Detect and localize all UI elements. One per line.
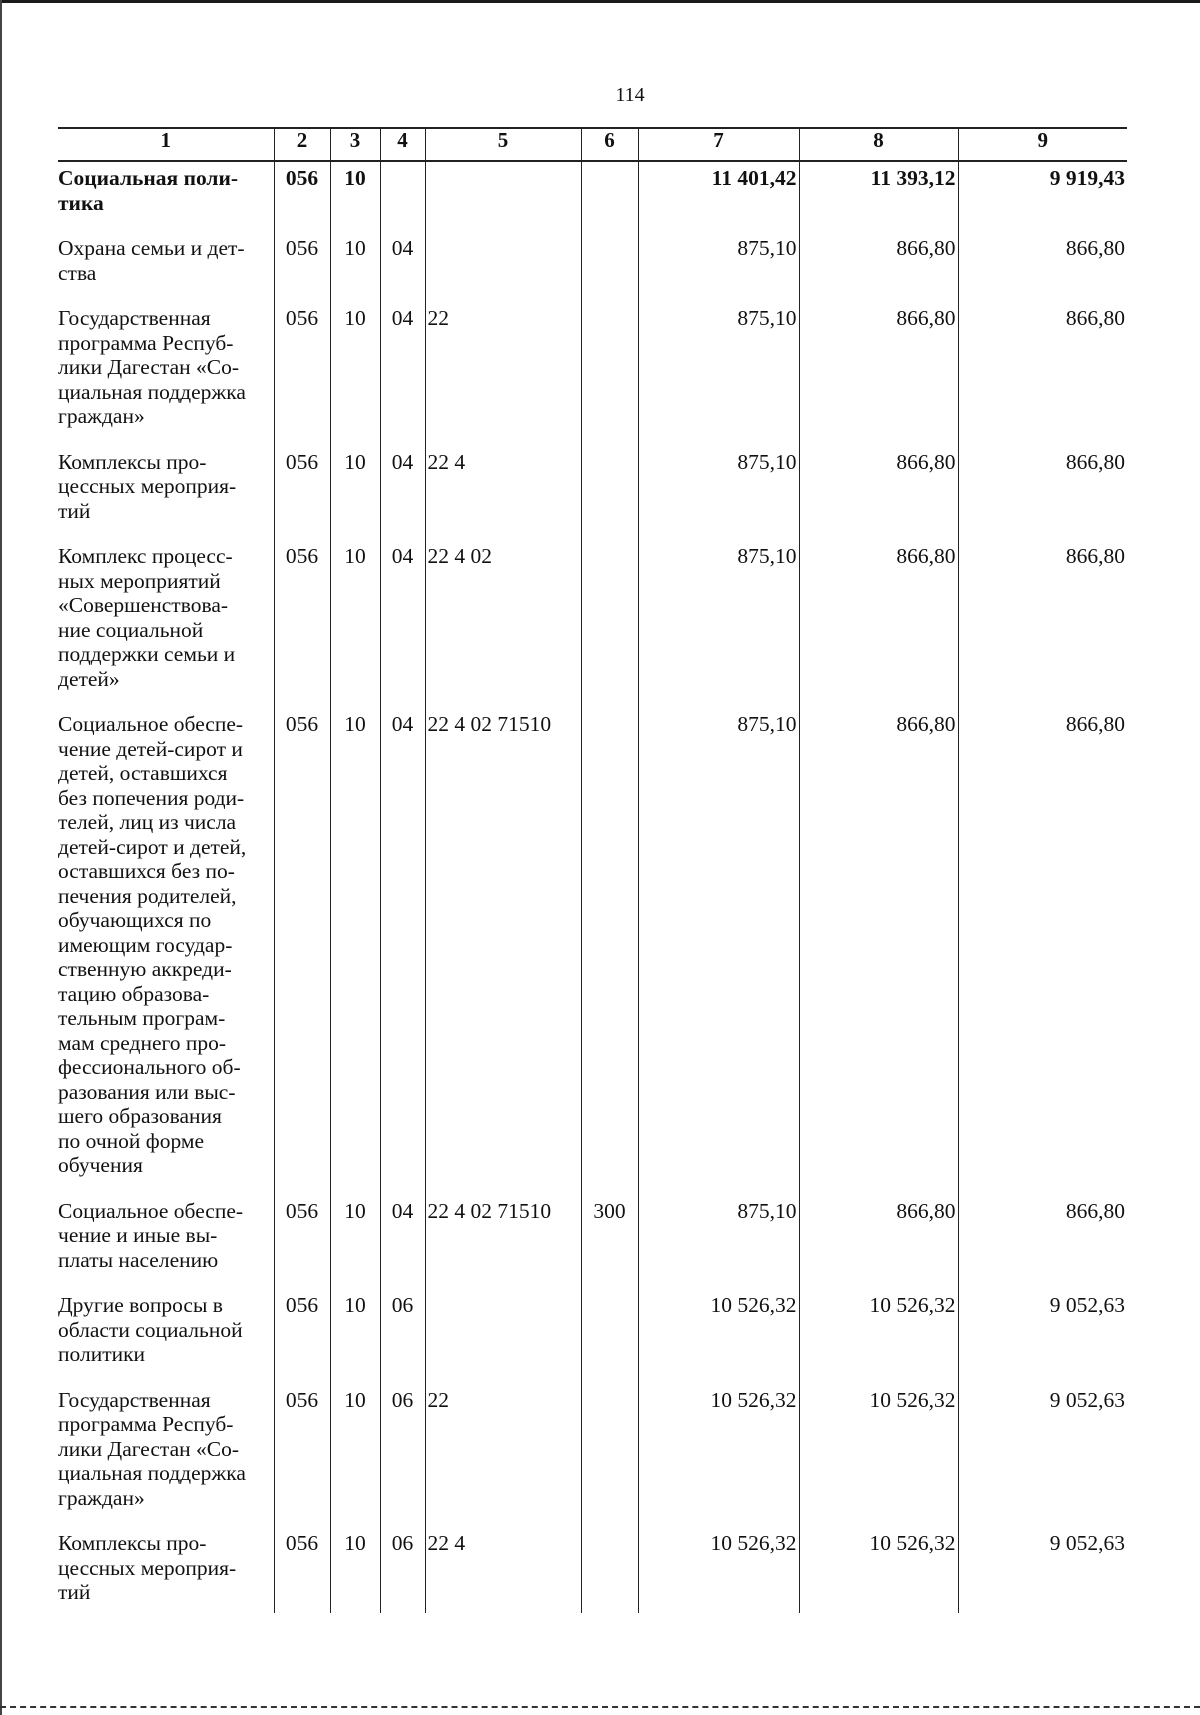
page-left-border bbox=[0, 0, 2, 1715]
subsection-code-cell: 04 bbox=[380, 302, 425, 446]
column-header: 8 bbox=[799, 128, 958, 161]
column-header: 5 bbox=[425, 128, 581, 161]
subsection-code-cell: 04 bbox=[380, 232, 425, 302]
page-bottom-border bbox=[0, 1706, 1200, 1708]
table-header bbox=[58, 128, 1127, 161]
section-code-cell: 10 bbox=[330, 1195, 380, 1290]
row-name-cell: Комплексы про- цессных мероприя- тий bbox=[58, 449, 237, 523]
column-header: 7 bbox=[638, 128, 799, 161]
amount-col9-cell: 9 052,63 bbox=[958, 1289, 1127, 1384]
row-name-cell: Комплексы про- цессных мероприя- тий bbox=[58, 1531, 237, 1604]
table-row bbox=[58, 540, 1127, 708]
table-row bbox=[58, 1195, 1127, 1290]
expense-type-cell bbox=[581, 1384, 638, 1528]
amount-col9-cell: 866,80 bbox=[958, 708, 1127, 1195]
subsection-code-cell: 06 bbox=[380, 1384, 425, 1528]
row-name-cell: Социальная поли- тика bbox=[58, 166, 239, 215]
row-name-cell: Комплекс процесс- ных мероприятий «Совершенствова- ние социальной поддержки семьи и детей» bbox=[58, 544, 236, 691]
subsection-code-cell: 06 bbox=[380, 1289, 425, 1384]
expense-type-cell bbox=[581, 446, 638, 541]
amount-col7-cell: 875,10 bbox=[638, 232, 799, 302]
amount-col8-cell: 866,80 bbox=[799, 232, 958, 302]
admin-code-cell: 056 bbox=[274, 1527, 330, 1613]
target-article-cell bbox=[425, 161, 581, 232]
amount-col8-cell: 866,80 bbox=[799, 708, 958, 1195]
amount-col9-cell: 9 052,63 bbox=[958, 1527, 1127, 1613]
amount-col7-cell: 875,10 bbox=[638, 302, 799, 446]
page-top-border bbox=[0, 0, 1200, 3]
row-name-cell: Государственная программа Респуб- лики Дагестан «Со- циальная поддержка граждан» bbox=[58, 1387, 246, 1510]
amount-col9-cell: 866,80 bbox=[958, 1195, 1127, 1290]
amount-col7-cell: 875,10 bbox=[638, 540, 799, 708]
expense-type-cell: 300 bbox=[581, 1195, 638, 1290]
subsection-code-cell: 04 bbox=[380, 708, 425, 1195]
expense-type-cell bbox=[581, 708, 638, 1195]
section-code-cell: 10 bbox=[330, 540, 380, 708]
table-row bbox=[58, 1289, 1127, 1384]
amount-col9-cell: 866,80 bbox=[958, 232, 1127, 302]
amount-col9-cell: 866,80 bbox=[958, 446, 1127, 541]
amount-col8-cell: 11 393,12 bbox=[799, 161, 958, 232]
amount-col8-cell: 10 526,32 bbox=[799, 1527, 958, 1613]
subsection-code-cell: 04 bbox=[380, 540, 425, 708]
row-name-cell: Другие вопросы в области социальной политики bbox=[58, 1293, 243, 1366]
subsection-code-cell bbox=[380, 161, 425, 232]
target-article-cell: 22 4 02 71510 bbox=[425, 708, 581, 1195]
subsection-code-cell: 06 bbox=[380, 1527, 425, 1613]
column-header: 3 bbox=[330, 128, 380, 161]
header-row bbox=[58, 128, 1127, 161]
column-header: 4 bbox=[380, 128, 425, 161]
admin-code-cell: 056 bbox=[274, 1384, 330, 1528]
admin-code-cell: 056 bbox=[274, 540, 330, 708]
target-article-cell: 22 bbox=[425, 1384, 581, 1528]
amount-col9-cell: 9 052,63 bbox=[958, 1384, 1127, 1528]
amount-col8-cell: 866,80 bbox=[799, 302, 958, 446]
target-article-cell: 22 4 bbox=[425, 1527, 581, 1613]
amount-col7-cell: 10 526,32 bbox=[638, 1384, 799, 1528]
page-number: 114 bbox=[615, 84, 645, 106]
column-header: 9 bbox=[958, 128, 1127, 161]
amount-col8-cell: 10 526,32 bbox=[799, 1384, 958, 1528]
amount-col9-cell: 866,80 bbox=[958, 302, 1127, 446]
amount-col9-cell: 9 919,43 bbox=[958, 161, 1127, 232]
column-header: 1 bbox=[58, 128, 274, 161]
amount-col7-cell: 875,10 bbox=[638, 708, 799, 1195]
amount-col7-cell: 875,10 bbox=[638, 446, 799, 541]
target-article-cell bbox=[425, 1289, 581, 1384]
section-code-cell: 10 bbox=[330, 161, 380, 232]
expense-type-cell bbox=[581, 232, 638, 302]
target-article-cell: 22 4 02 71510 bbox=[425, 1195, 581, 1290]
amount-col7-cell: 10 526,32 bbox=[638, 1527, 799, 1613]
section-code-cell: 10 bbox=[330, 232, 380, 302]
target-article-cell bbox=[425, 232, 581, 302]
table-body bbox=[58, 161, 1127, 1613]
section-code-cell: 10 bbox=[330, 446, 380, 541]
amount-col7-cell: 11 401,42 bbox=[638, 161, 799, 232]
amount-col7-cell: 875,10 bbox=[638, 1195, 799, 1290]
table-row bbox=[58, 302, 1127, 446]
column-header: 2 bbox=[274, 128, 330, 161]
subsection-code-cell: 04 bbox=[380, 1195, 425, 1290]
expense-type-cell bbox=[581, 161, 638, 232]
expense-type-cell bbox=[581, 302, 638, 446]
admin-code-cell: 056 bbox=[274, 161, 330, 232]
expense-type-cell bbox=[581, 1527, 638, 1613]
target-article-cell: 22 4 bbox=[425, 446, 581, 541]
row-name-cell: Охрана семьи и дет- ства bbox=[58, 236, 245, 285]
section-code-cell: 10 bbox=[330, 1384, 380, 1528]
admin-code-cell: 056 bbox=[274, 302, 330, 446]
column-header: 6 bbox=[581, 128, 638, 161]
table-row bbox=[58, 708, 1127, 1195]
amount-col8-cell: 10 526,32 bbox=[799, 1289, 958, 1384]
admin-code-cell: 056 bbox=[274, 1195, 330, 1290]
amount-col8-cell: 866,80 bbox=[799, 540, 958, 708]
amount-col7-cell: 10 526,32 bbox=[638, 1289, 799, 1384]
budget-table bbox=[58, 127, 1127, 1613]
admin-code-cell: 056 bbox=[274, 232, 330, 302]
expense-type-cell bbox=[581, 1289, 638, 1384]
table-row bbox=[58, 446, 1127, 541]
admin-code-cell: 056 bbox=[274, 708, 330, 1195]
expense-type-cell bbox=[581, 540, 638, 708]
table-row bbox=[58, 1384, 1127, 1528]
table-row bbox=[58, 161, 1127, 232]
amount-col9-cell: 866,80 bbox=[958, 540, 1127, 708]
section-code-cell: 10 bbox=[330, 708, 380, 1195]
target-article-cell: 22 4 02 bbox=[425, 540, 581, 708]
amount-col8-cell: 866,80 bbox=[799, 446, 958, 541]
admin-code-cell: 056 bbox=[274, 446, 330, 541]
table-row bbox=[58, 232, 1127, 302]
admin-code-cell: 056 bbox=[274, 1289, 330, 1384]
subsection-code-cell: 04 bbox=[380, 446, 425, 541]
row-name-cell: Государственная программа Респуб- лики Дагестан «Со- циальная поддержка граждан» bbox=[58, 306, 246, 428]
amount-col8-cell: 866,80 bbox=[799, 1195, 958, 1290]
section-code-cell: 10 bbox=[330, 302, 380, 446]
row-name-cell: Социальное обеспе- чение детей-сирот и детей, оставшихся без попечения роди- телей, лиц из числа детей-сирот и детей, оставшихся без по- печения родителей, обучающихся по имеющим государ- ственную аккреди- тацию образова- тельным програм- мам среднего про- фессионального об- разования или выс- шего образования по очной форме обучения bbox=[58, 712, 247, 1177]
section-code-cell: 10 bbox=[330, 1289, 380, 1384]
section-code-cell: 10 bbox=[330, 1527, 380, 1613]
row-name-cell: Социальное обеспе- чение и иные вы- платы населению bbox=[58, 1198, 244, 1272]
table-row bbox=[58, 1527, 1127, 1613]
target-article-cell: 22 bbox=[425, 302, 581, 446]
